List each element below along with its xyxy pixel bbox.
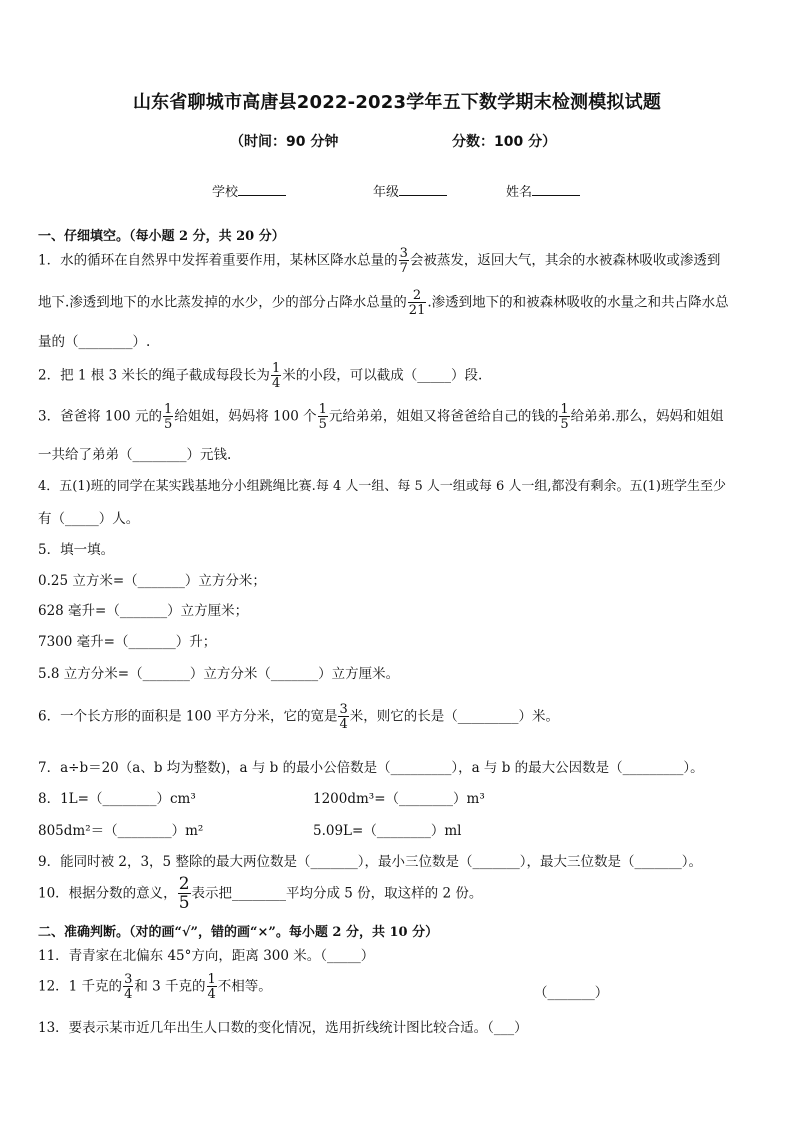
school-blank[interactable]: [238, 183, 286, 196]
question-8-left-1: 8．1L=（________）cm³: [38, 791, 196, 807]
question-10: 10．根据分数的意义， $\frac{2}{5}$ 表示把________平均分成 5 份，取这样的 2 份。: [38, 874, 483, 913]
question-3-line-1: 3．爸爸将 100 元的 $\frac{1}{5}$ 给姐姐，妈妈将 100 个 $\frac{1}{5}$ 元给弟弟，姐姐又将爸爸给自己的钱的 $\frac{1}{5}$ 给弟弟.那么，妈妈和姐姐: [38, 402, 724, 432]
fraction-3-4-b: $\frac{3}{4}$: [124, 972, 133, 1002]
question-1-line-2: 地下.渗透到地下的水比蒸发掉的水少，少的部分占降水总量的 $\frac{2}{21}$ .渗透到地下的和被森林吸收的水量之和共占降水总: [38, 288, 729, 318]
fraction-1-4-b: $\frac{1}{4}$: [207, 972, 216, 1002]
question-11: 11．青青家在北偏东 45°方向，距离 300 米。（_____）: [38, 948, 375, 964]
question-7: 7．a÷b＝20（a、b 均为整数)，a 与 b 的最小公倍数是（_________），a 与 b 的最大公因数是（_________）。: [38, 760, 704, 776]
school-field[interactable]: [212, 181, 286, 200]
section-1-heading: 一、仔细填空。（每小题 2 分，共 20 分）: [38, 229, 285, 244]
section-2-heading: 二、准确判断。（对的画“√”，错的画“×”。每小题 2 分，共 10 分）: [38, 925, 439, 940]
fraction-1-4: $\frac{1}{4}$: [271, 361, 281, 391]
question-8-right-2: 5.09L=（________）ml: [313, 823, 462, 839]
question-8-left-2: 805dm²＝（________）m²: [38, 823, 204, 839]
grade-field[interactable]: [373, 181, 447, 200]
name-label: 姓名: [506, 185, 533, 200]
question-2: 2．把 1 根 3 米长的绳子截成每段长为 $\frac{1}{4}$ 米的小段，可以截成（_____）段.: [38, 361, 483, 391]
fraction-3-7: $\frac{3}{7}$: [399, 246, 408, 276]
question-6: 6．一个长方形的面积是 100 平方分米，它的宽是 $\frac{3}{4}$ 米，则它的长是（_________）米。: [38, 702, 559, 732]
fraction-2-5: $\frac{2}{5}$: [178, 874, 190, 913]
question-4-line-1: 4．五(1)班的同学在某实践基地分小组跳绳比赛.每 4 人一组、每 5 人一组或每 6 人一组,都没有剩余。五(1)班学生至少: [38, 479, 726, 494]
fraction-1-5-a: $\frac{1}{5}$: [163, 402, 173, 432]
fraction-3-4: $\frac{3}{4}$: [339, 702, 348, 732]
question-3-line-2: 一共给了弟弟（________）元钱.: [38, 447, 232, 463]
question-5-item-4: 5.8 立方分米=（_______）立方分米（_______）立方厘米。: [38, 666, 400, 682]
question-8-right-1: 1200dm³=（________）m³: [313, 791, 485, 807]
grade-blank[interactable]: [399, 183, 447, 196]
fraction-1-5-c: $\frac{1}{5}$: [560, 402, 569, 432]
question-5-heading: 5．填一填。: [38, 542, 115, 558]
fraction-1-5-b: $\frac{1}{5}$: [318, 402, 327, 432]
question-4-line-2: 有（_____）人。: [38, 511, 140, 527]
question-5-item-1: 0.25 立方米=（_______）立方分米；: [38, 573, 266, 589]
grade-label: 年级: [373, 185, 400, 200]
question-12: 12．1 千克的 $\frac{3}{4}$ 和 3 千克的 $\frac{1}{4}$ 不相等。: [38, 972, 272, 1002]
question-1-line-3: 量的（________）.: [38, 334, 151, 350]
question-5-item-3: 7300 毫升=（_______）升；: [38, 634, 217, 650]
question-5-item-2: 628 毫升=（_______）立方厘米；: [38, 603, 249, 619]
name-field[interactable]: [506, 181, 580, 200]
question-13: 13．要表示某市近几年出生人口数的变化情况，选用折线统计图比较合适。（___）: [38, 1020, 528, 1036]
question-9: 9．能同时被 2，3，5 整除的最大两位数是（_______），最小三位数是（_______），最大三位数是（_______）。: [38, 854, 702, 870]
exam-title: 山东省聊城市高唐县2022-2023学年五下数学期末检测模拟试题: [132, 92, 662, 113]
fraction-2-21: $\frac{2}{21}$: [408, 288, 426, 318]
question-12-answer-blank[interactable]: （_______）: [534, 985, 609, 1001]
question-1-line-1: 1．水的循环在自然界中发挥着重要作用，某林区降水总量的 $\frac{3}{7}$ 会被蒸发，返回大气，其余的水被森林吸收或渗透到: [38, 246, 721, 276]
exam-score: 分数：100 分）: [452, 134, 557, 150]
exam-time: （时间：90 分钟: [230, 134, 339, 150]
name-blank[interactable]: [532, 183, 580, 196]
school-label: 学校: [212, 185, 239, 200]
